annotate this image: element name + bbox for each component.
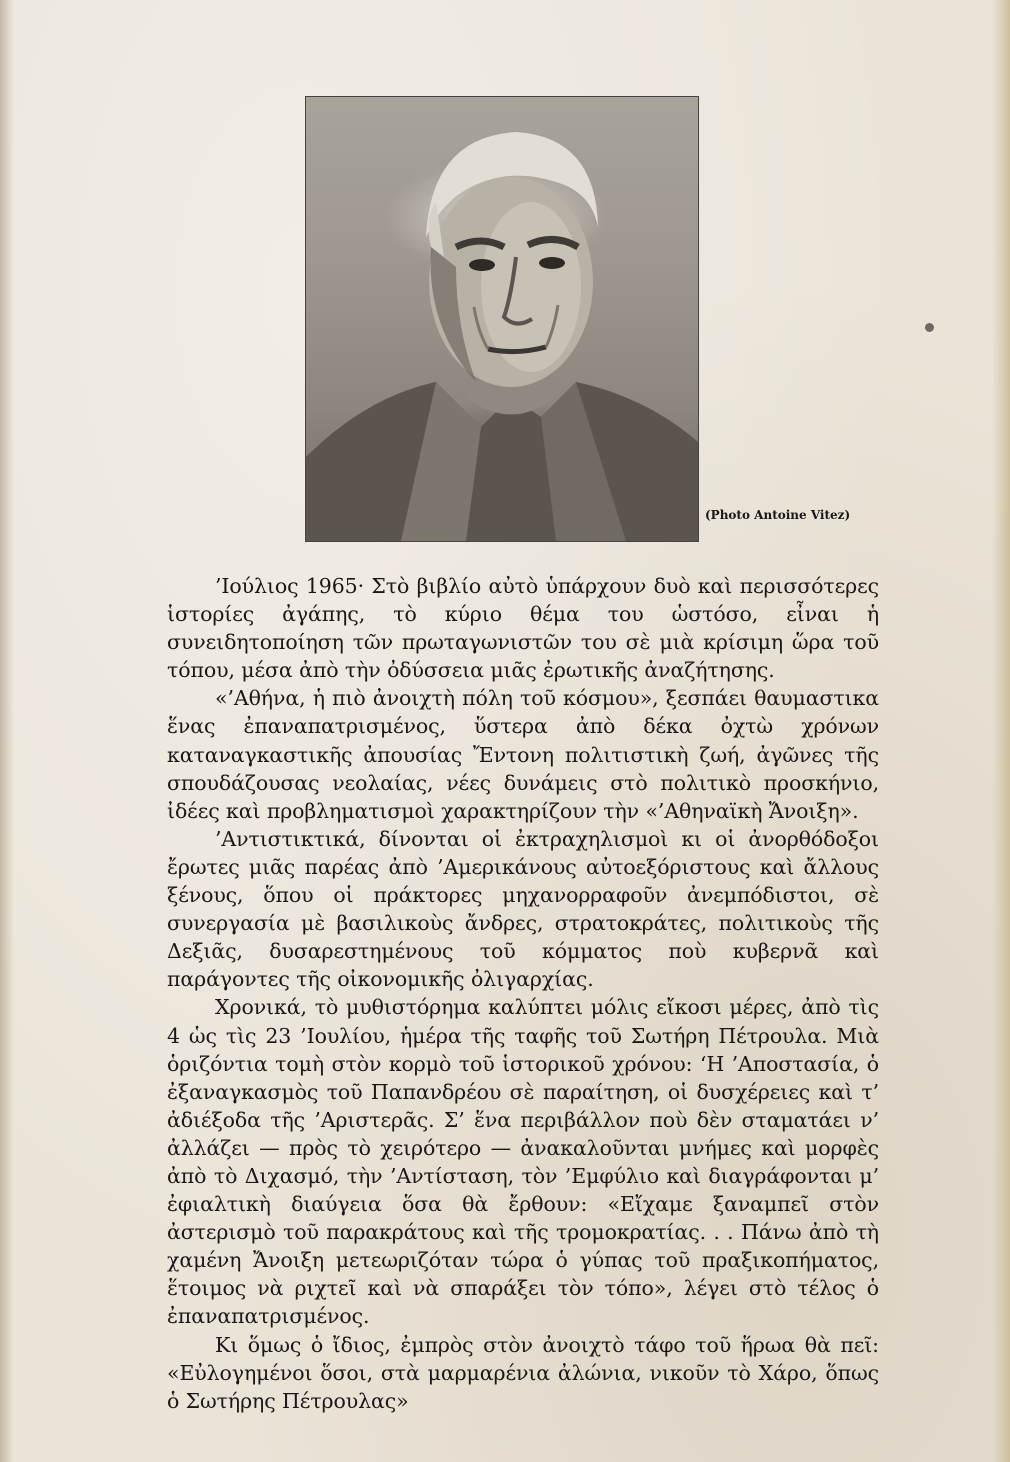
paragraph: ’Αντιστικτικά, δίνονται οἱ ἐκτραχηλισμοὶ κι οἱ ἀνορθόδοξοι ἔρωτες μιᾶς παρέας ἀπὸ ’Αμερικάνους αὐτοεξόριστους καὶ ἄλλους ξένους, ὅπου οἱ πράκτορες μηχανορραφοῦν ἀνεμπόδιστοι, σὲ συνεργασία μὲ βασιλικοὺς ἄνδρες, στρατοκράτες, πολιτικοὺς τῆς Δεξιᾶς, δυσαρεστημένους τοῦ κόμματος ποὺ κυβερνᾶ καὶ παράγοντες τῆς οἰκονομικῆς ὀλιγαρχίας. (167, 826, 879, 992)
page-edge-right (992, 0, 1010, 1462)
paragraph: Κι ὅμως ὁ ἴδιος, ἐμπρὸς στὸν ἀνοιχτὸ τάφο τοῦ ἥρωα θὰ πεῖ: «Εὐλογημένοι ὅσοι, στὰ μαρμαρένια ἀλώνια, νικοῦν τὸ Χάρο, ὅπως ὁ Σωτήρης Πέτρουλας» (167, 1332, 879, 1413)
paragraph: «’Αθήνα, ἡ πιὸ ἀνοιχτὴ πόλη τοῦ κόσμου», ξεσπάει θαυμαστικα ἕνας ἐπαναπατρισμένος, ὕστερα ἀπὸ δέκα ὀχτὼ χρόνων καταναγκαστικῆς ἀπουσίας Ἔντονη πολιτιστικὴ ζωή, ἀγῶνες τῆς σπουδάζουσας νεολαίας, νέες δυνάμεις στὸ πολιτικὸ προσκήνιο, ἰδέες καὶ προβληματισμοὶ χαρακτηρίζουν τὴν «’Αθηναϊκὴ Ἄνοιξη». (167, 686, 879, 823)
portrait-illustration (306, 97, 698, 541)
paragraph: ’Ιούλιος 1965· Στὸ βιβλίο αὐτὸ ὑπάρχουν δυὸ καὶ περισσότερες ἱστορίες ἀγάπης, τὸ κύριο θέμα του ὡστόσο, εἶναι ἡ συνειδητοποίηση τῶν πρωταγωνιστῶν του σὲ μιὰ κρίσιμη ὥρα τοῦ τόπου, μέσα ἀπὸ τὴν ὀδύσσεια μιᾶς ἐρωτικῆς ἀναζήτησης. (167, 574, 879, 683)
author-portrait-photo (305, 96, 699, 542)
blurb-text (167, 572, 879, 1415)
photo-credit: (Photo Antoine Vitez) (705, 508, 851, 522)
page-edge-left (0, 0, 14, 1462)
ink-spot (925, 323, 934, 332)
paragraph: Χρονικά, τὸ μυθιστόρημα καλύπτει μόλις εἴκοσι μέρες, ἀπὸ τὶς 4 ὡς τὶς 23 ’Ιουλίου, ἡμέρα τῆς ταφῆς τοῦ Σωτήρη Πέτρουλα. Μιὰ ὁριζόντια τομὴ στὸν κορμὸ τοῦ ἱστορικοῦ χρόνου: ‘Η ’Αποστασία, ὁ ἐξαναγκασμὸς τοῦ Παπανδρέου σὲ παραίτηση, οἱ δυσχέρειες καὶ τ’ ἀδιέξοδα τῆς ’Αριστερᾶς. Σ’ ἕνα περιβάλλον ποὺ δὲν σταματάει ν’ ἀλλάζει — πρὸς τὸ χειρότερο — ἀνακαλοῦνται μνήμες καὶ μορφὲς ἀπὸ τὸ Διχασμό, τὴν ’Αντίσταση, τὸν ’Εμφύλιο καὶ διαγράφονται μ’ ἐφιαλτικὴ διαύγεια ὅσα θὰ ἔρθουν: «Εἴχαμε ξαναμπεῖ στὸν ἀστερισμὸ τοῦ παρακράτους καὶ τῆς τρομοκρατίας. . . Πάνω ἀπὸ τὴ χαμένη Ἄνοιξη μετεωριζόταν τώρα ὁ γύπας τοῦ πραξικοπήματος, ἕτοιμος νὰ ριχτεῖ καὶ νὰ σπαράξει τὸν τόπο», λέγει στὸ τέλος ὁ ἐπαναπατρισμένος. (167, 995, 879, 1329)
